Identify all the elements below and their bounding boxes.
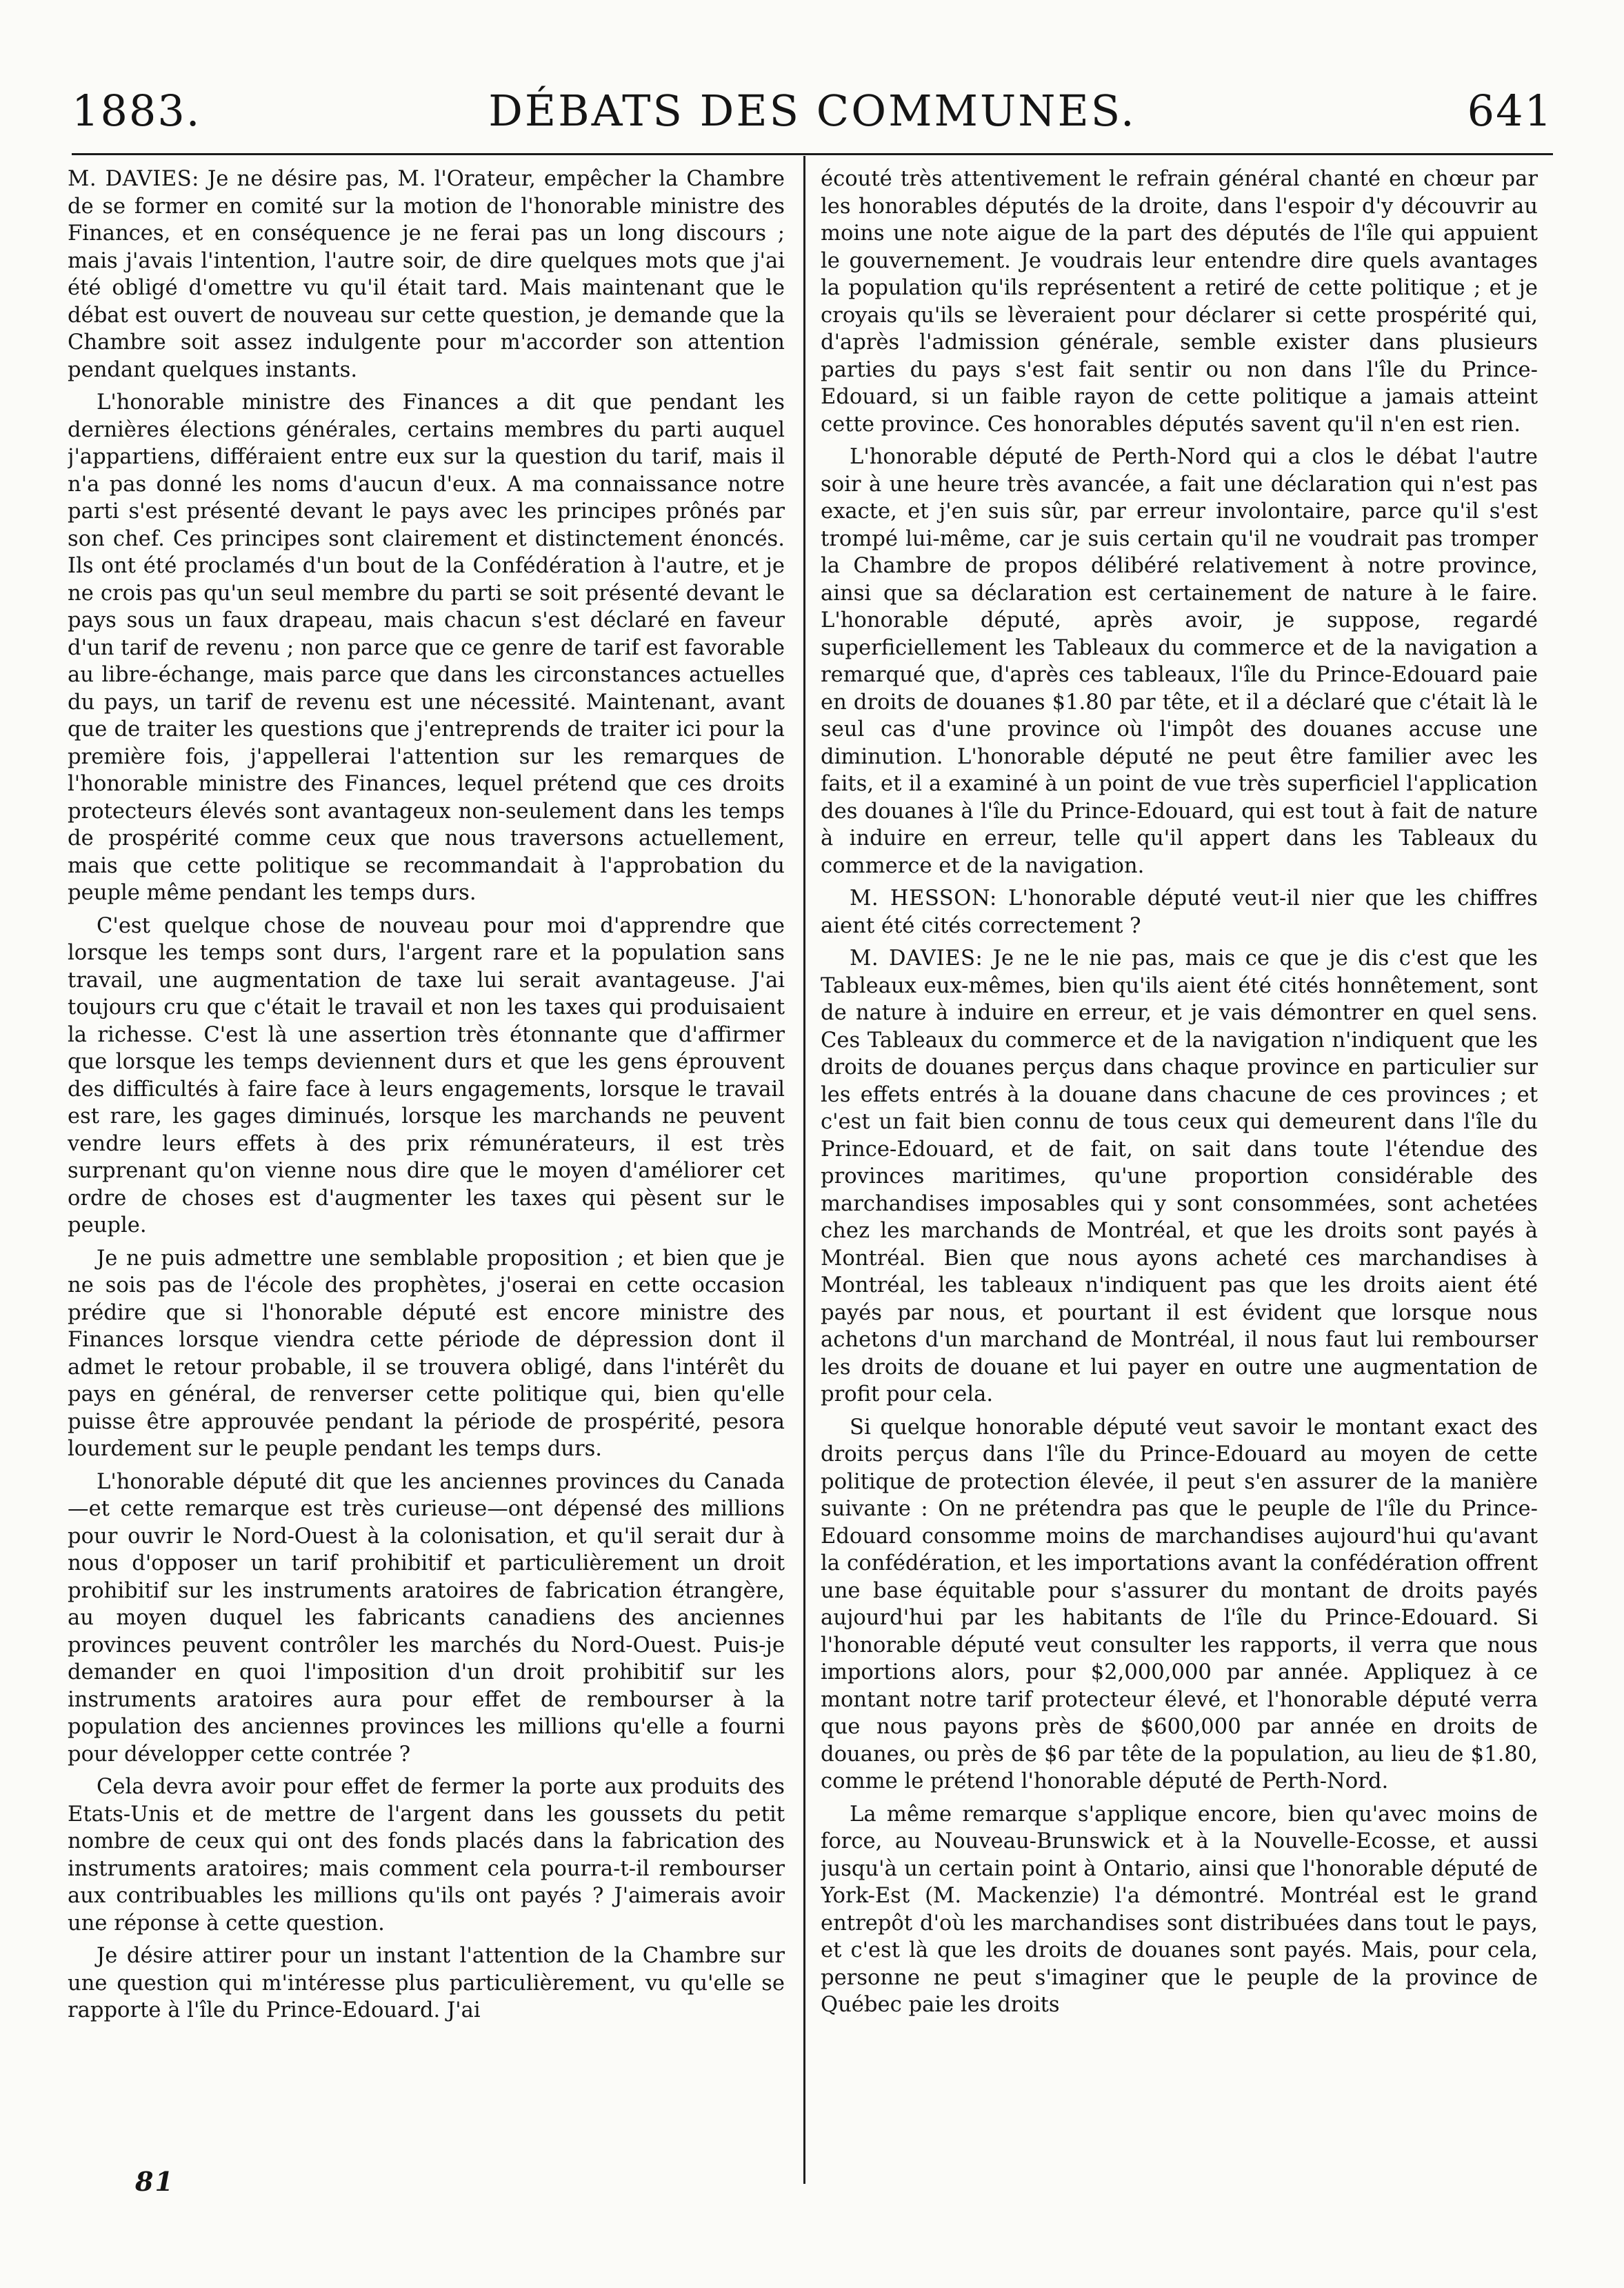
paragraph: Si quelque honorable député veut savoir le montant exact des droits perçus dans l'île du Prince-Edouard au moyen de cette politique de protection élevée, il peut s'en assurer de la manière suivante : On ne prétendra pas que le peuple de l'île du Prince-Edouard consomme moins de marchandises aujourd'hui qu'avant la confédération, et les importations avant la confédération offrent une base équitable pour s'assurer du montant de droits payés aujourd'hui par les habitants de l'île du Prince-Edouard. Si l'honorable député veut consulter les rapports, il verra que nous importions alors, pour $2,000,000 par année. Appliquez à ce montant notre tarif protecteur élevé, et l'honorable député verra que nous payons près de $600,000 par année en droits de douanes, ou près de $6 par tête de la population, au lieu de $1.80, comme le prétend l'honorable député de Perth-Nord. [821,1415,1538,1793]
page-header [72,81,1553,143]
paragraph: Je désire attirer pour un instant l'attention de la Chambre sur une question qui m'intéresse plus particulièrement, vu qu'elle se rapporte à l'île du Prince-Edouard. J'ai [68,1944,785,2022]
paragraph: C'est quelque chose de nouveau pour moi d'apprendre que lorsque les temps sont durs, l'argent rare et la population sans travail, une augmentation de taxe lui serait avantageuse. J'ai toujours cru que c'était le travail et non les taxes qui produisaient la richesse. C'est là une assertion très étonnante que d'affirmer que lorsque les temps deviennent durs et que les gens éprouvent des difficultés à faire face à leurs engagements, lorsque le travail est rare, les gages diminués, lorsque les marchands ne peuvent vendre leurs effets à des prix rémunérateurs, il est très surprenant qu'on vienne nous dire que le moyen d'améliorer cet ordre de choses est d'augmenter les taxes qui pèsent sur le peuple. [68,913,785,1237]
left-column [68,166,785,2169]
paragraph: écouté très attentivement le refrain général chanté en chœur par les honorables députés de la droite, dans l'espoir d'y découvrir au moins une note aigue de la part des députés de l'île qui appuient le gouvernement. Je voudrais leur entendre dire quels avantages la population qu'ils représentent a retiré de cette politique ; et je croyais qu'ils se lèveraient pour déclarer si cette prospérité qui, d'après l'admission générale, semble exister dans plusieurs parties du pays s'est fait sentir ou non dans l'île du Prince-Edouard, si un faible rayon de cette politique a jamais atteint cette province. Ces honorables députés savent qu'il n'en est rien. [821,167,1538,437]
header-year: 1883. [72,86,201,136]
paragraph: La même remarque s'applique encore, bien qu'avec moins de force, au Nouveau-Brunswick et à la Nouvelle-Ecosse, et aussi jusqu'à un certain point à Ontario, ainsi que l'honorable député de York-Est (M. Mackenzie) l'a démontré. Montréal est le grand entrepôt d'où les marchandises sont distribuées dans tout le pays, et c'est là que les droits de douanes sont payés. Mais, pour cela, personne ne peut s'imaginer que le peuple de la province de Québec paie les droits [821,1802,1538,2017]
speech-text: Je ne le nie pas, mais ce que je dis c'est que les Tableaux eux-mêmes, bien qu'ils aient été cités honnêtement, sont de nature à induire en erreur, et je vais démontrer en quel sens. Ces Tableaux du commerce et de la navigation n'indiquent que les droits de douanes perçus dans chaque province en particulier sur les effets entrés à la douane dans chacune de ces provinces ; et c'est un fait bien connu de tous ceux qui demeurent dans l'île du Prince-Edouard, et de fait, on sait dans toute l'étendue des provinces maritimes, qu'une proportion considérable des marchandises imposables qui y sont consommées, sont achetées chez les marchands de Montréal, et que les droits sont payés à Montréal. Bien que nous ayons acheté ces marchandises à Montréal, les tableaux n'indiquent pas que les droits aient été payés par nous, et pourtant il est évident que lorsque nous achetons d'un marchand de Montréal, il nous faut lui rembourser les droits de douane et lui payer en outre une augmentation de profit pour cela. [821,946,1538,1406]
speaker-name: M. DAVIES: [850,946,983,971]
paragraph: Je ne puis admettre une semblable proposition ; et bien que je ne sois pas de l'école des prophètes, j'oserai en cette occasion prédire que si l'honorable député est encore ministre des Finances lorsque viendra cette période de dépression dont il admet le retour probable, il se trouvera obligé, dans l'intérêt du pays en général, de renverser cette politique qui, bien qu'elle puisse être approuvée pendant la période de prospérité, pesora lourdement sur le peuple pendant les temps durs. [68,1246,785,1461]
paragraph [821,945,1538,1409]
right-column [821,166,1538,2169]
speech-text: L'honorable député veut-il nier que les chiffres aient été cités correctement ? [821,886,1538,938]
printer-signature: 81 [135,2166,174,2197]
header-page-number: 641 [1467,86,1553,136]
paragraph [68,166,785,384]
speech-text: Je ne désire pas, M. l'Orateur, empêcher la Chambre de se former en comité sur la motion de l'honorable ministre des Finances, et en conséquence je ne ferai pas un long discours ; mais j'avais l'intention, l'autre soir, de dire quelques mots que j'ai été obligé d'omettre vu qu'il était tard. Mais maintenant que le débat est ouvert de nouveau sur cette question, je demande que la Chambre soit assez indulgente pour m'accorder son attention pendant quelques instants. [68,167,785,382]
paragraph [821,885,1538,939]
paragraph: L'honorable député de Perth-Nord qui a clos le débat l'autre soir à une heure très avancée, a fait une déclaration qui n'est pas exacte, et j'en suis sûr, par erreur involontaire, parce qu'il s'est trompé lui-même, car je suis certain qu'il ne voudrait pas tromper la Chambre de propos délibéré relativement à notre province, ainsi que sa déclaration est certainement de nature à le faire. L'honorable député, après avoir, je suppose, regardé superficiellement les Tableaux du commerce et de la navigation a remarqué que, d'après ces tableaux, l'île du Prince-Edouard paie en droits de douanes $1.80 par tête, et il a déclaré que c'était là le seul cas d'une province où l'impôt des douanes accuse une diminution. L'honorable député ne peut être familier avec les faits, et il a examiné à un point de vue très superficiel l'application des douanes à l'île du Prince-Edouard, qui est tout à fait de nature à induire en erreur, telle qu'il appert dans les Tableaux du commerce et de la navigation. [821,445,1538,878]
paragraph: L'honorable député dit que les anciennes provinces du Canada—et cette remarque est très curieuse—ont dépensé des millions pour ouvrir le Nord-Ouest à la colonisation, et qu'il serait dur à nous d'opposer un tarif prohibitif et particulièrement un droit prohibitif sur les instruments aratoires de fabrication étrangère, au moyen duquel les fabricants canadiens des anciennes provinces peuvent contrôler les marchés du Nord-Ouest. Puis-je demander en quoi l'imposition d'un droit prohibitif sur les instruments aratoires aura pour effet de rembourser à la population des anciennes provinces les millions qu'elle a fourni pour développer cette contrée ? [68,1469,785,1767]
speaker-name: M. DAVIES: [68,167,199,191]
paragraph: Cela devra avoir pour effet de fermer la porte aux produits des Etats-Unis et de mettre de l'argent dans les goussets du petit nombre de ceux qui ont des fonds placés dans la fabrication des instruments aratoires; mais comment cela pourra-t-il rembourser aux contribuables les millions qu'ils ont payés ? J'aimerais avoir une réponse à cette question. [68,1775,785,1936]
speaker-name: M. HESSON: [850,886,997,911]
header-title: DÉBATS DES COMMUNES. [488,86,1136,136]
column-divider [803,156,805,2184]
paragraph: L'honorable ministre des Finances a dit que pendant les dernières élections générales, certains membres du parti auquel j'appartiens, différaient entre eux sur la question du tarif, mais il n'a pas donné les noms d'aucun d'eux. A ma connaissance notre parti s'est présenté devant le pays avec les principes prônés par son chef. Ces principes sont clairement et distinctement énoncés. Ils ont été proclamés d'un bout de la Confédération à l'autre, et je ne crois pas qu'un seul membre du parti se soit présenté devant le pays sous un faux drapeau, mais chacun s'est déclaré en faveur d'un tarif de revenu ; non parce que ce genre de tarif est favorable au libre-échange, mais parce que dans les circonstances actuelles du pays, un tarif de revenu est une nécessité. Maintenant, avant que de traiter les questions que j'entreprends de traiter ici pour la première fois, j'appellerai l'attention sur les remarques de l'honorable ministre des Finances, lequel prétend que ces droits protecteurs élevés sont avantageux non-seulement dans les temps de prospérité comme ceux que nous traversons actuellement, mais que cette politique se recommandait à l'approbation du peuple même pendant les temps durs. [68,390,785,905]
header-rule [72,153,1553,155]
